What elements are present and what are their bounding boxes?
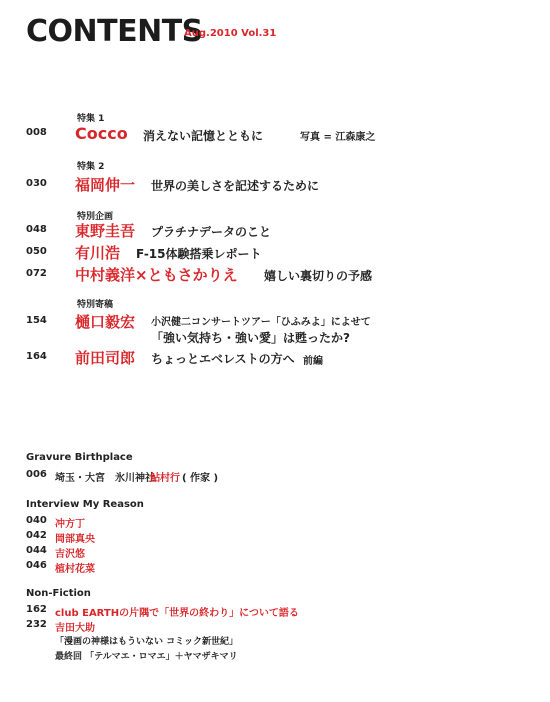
page-number: 154 xyxy=(26,315,47,326)
interview-name[interactable]: 吉沢悠 xyxy=(55,549,85,560)
feature-name[interactable]: 樋口毅宏 xyxy=(75,313,136,331)
feature-name[interactable]: 福岡伸一 xyxy=(75,176,136,194)
page-number: 050 xyxy=(26,246,47,257)
gravure-place: 埼玉・大宮 氷川神社 xyxy=(55,473,155,484)
page-number: 164 xyxy=(26,351,47,362)
feature-title: 嬉しい裏切りの予感 xyxy=(264,269,373,283)
page-number: 162 xyxy=(26,604,47,615)
page-title: CONTENTS xyxy=(26,14,203,49)
feature-subtitle: 「強い気持ち・強い愛」は甦ったか? xyxy=(151,331,350,345)
feature-title: 世界の美しさを記述するために xyxy=(151,179,320,193)
page-number: 030 xyxy=(26,178,47,189)
interview-name[interactable]: 冲方丁 xyxy=(55,519,85,530)
feature-title: ちょっとエベレストの方へ xyxy=(151,352,295,366)
photo-credit: 写真 = 江森康之 xyxy=(300,132,376,143)
part-tag: 前編 xyxy=(303,356,323,367)
gravure-role: ( 作家 ) xyxy=(182,473,219,484)
feature-title: プラチナデータのこと xyxy=(151,225,272,239)
feature-title: 小沢健二コンサートツアー「ひふみよ」によせて xyxy=(151,317,371,328)
category-label: 特別寄稿 xyxy=(77,300,114,310)
page-number: 046 xyxy=(26,560,47,571)
section-heading: Gravure Birthplace xyxy=(26,452,133,463)
feature-name[interactable]: 前田司郎 xyxy=(75,349,136,367)
interview-name[interactable]: 岡部真央 xyxy=(55,534,95,545)
page-number: 006 xyxy=(26,469,47,480)
page-number: 044 xyxy=(26,545,47,556)
interview-name[interactable]: 植村花菜 xyxy=(55,564,95,575)
page-number: 048 xyxy=(26,224,47,235)
feature-name[interactable]: 東野圭吾 xyxy=(75,222,136,240)
feature-name[interactable]: Cocco xyxy=(75,124,128,143)
feature-name[interactable]: 有川浩 xyxy=(75,244,121,262)
category-label: 特集 2 xyxy=(77,162,105,172)
section-heading: Interview My Reason xyxy=(26,499,144,510)
feature-name[interactable]: 中村義洋×ともさかりえ xyxy=(75,266,238,284)
section-heading: Non-Fiction xyxy=(26,588,91,599)
page-number: 008 xyxy=(26,127,47,138)
gravure-name[interactable]: 鮎村行 xyxy=(150,473,180,484)
category-label: 特集 1 xyxy=(77,114,105,124)
nonfiction-series: 「漫画の神様はもういない コミック新世紀」 xyxy=(55,637,238,647)
feature-title: F-15体験搭乗レポート xyxy=(136,247,262,261)
page-number: 040 xyxy=(26,515,47,526)
nonfiction-episode: 最終回 「テルマエ・ロマエ」＋ヤマザキマリ xyxy=(55,652,238,662)
feature-title: 消えない記憶とともに xyxy=(143,129,264,143)
page-number: 072 xyxy=(26,268,47,279)
nonfiction-title[interactable]: club EARTHの片隅で「世界の終わり」について語る xyxy=(55,608,299,619)
category-label: 特別企画 xyxy=(77,212,114,222)
issue-label: Aug.2010 Vol.31 xyxy=(184,28,277,39)
page-number: 042 xyxy=(26,530,47,541)
nonfiction-name[interactable]: 吉田大助 xyxy=(55,623,95,634)
page-number: 232 xyxy=(26,619,47,630)
